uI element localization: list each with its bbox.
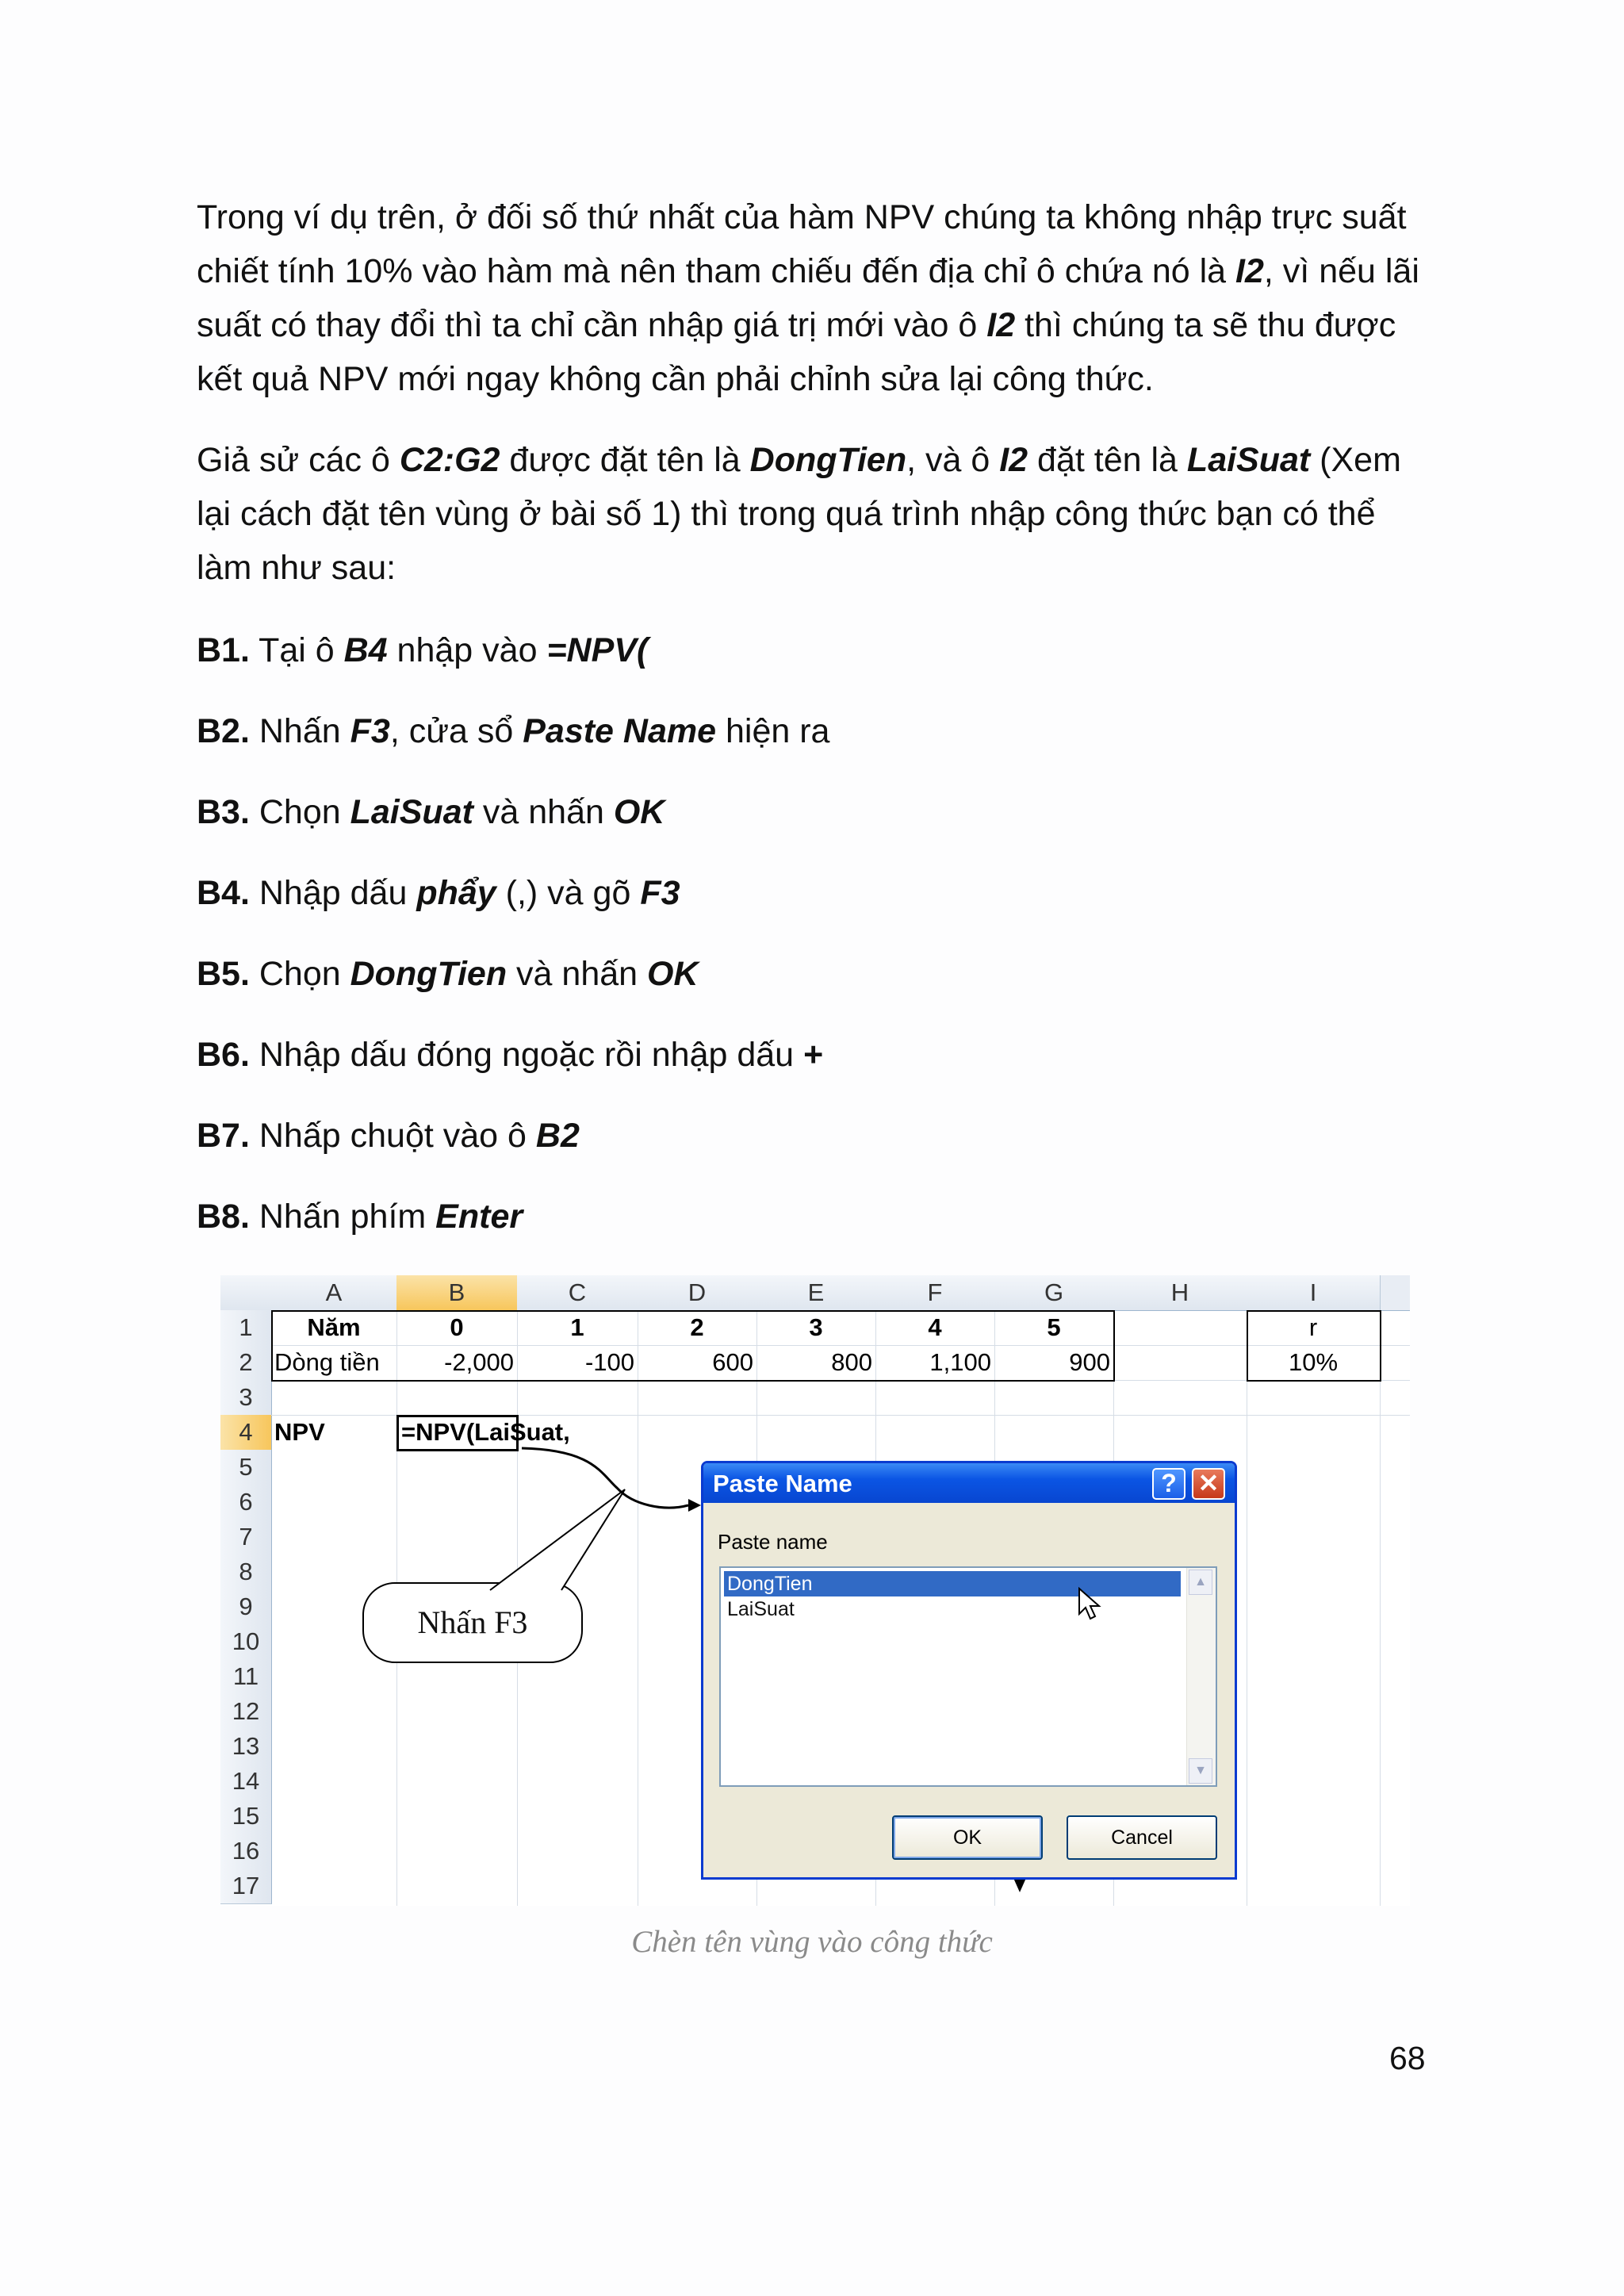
step-5: B5. Chọn DongTien và nhấn OK: [197, 955, 699, 993]
arrow-head: [1013, 1878, 1026, 1892]
scroll-down-icon[interactable]: ▼: [1189, 1758, 1212, 1784]
row-header-11[interactable]: 11: [220, 1659, 272, 1695]
page-number: 68: [1389, 2040, 1426, 2076]
cell-b4-formula[interactable]: =NPV(LaiSuat,: [401, 1418, 570, 1446]
step-1: B1. Tại ô B4 nhập vào =NPV(: [197, 631, 649, 669]
row-header-10[interactable]: 10: [220, 1624, 272, 1660]
row-header-14[interactable]: 14: [220, 1764, 272, 1800]
arrow-head: [688, 1499, 701, 1512]
cell-d2[interactable]: 600: [712, 1348, 753, 1376]
row-header-13[interactable]: 13: [220, 1729, 272, 1765]
cell-c2[interactable]: -100: [584, 1348, 634, 1376]
paragraph-1: Trong ví dụ trên, ở đối số thứ nhất của hàm NPV chúng ta không nhập trực suất chiết tính 10% vào hàm mà nên tham chiếu đến địa chỉ ô chứa nó là I2, vì nếu lãi suất có thay đổi thì ta chỉ cần nhập giá trị mới vào ô I2 thì chúng ta sẽ thu được kết quả NPV mới ngay không cần phải chỉnh sửa lại công thức.: [197, 198, 1419, 398]
cell-i2[interactable]: 10%: [1288, 1348, 1339, 1376]
row-header-7[interactable]: 7: [220, 1520, 272, 1555]
row-header-8[interactable]: 8: [220, 1554, 272, 1590]
col-header-h[interactable]: H: [1113, 1275, 1247, 1310]
ok-button[interactable]: OK: [892, 1815, 1043, 1860]
dialog-title: Paste Name: [713, 1470, 852, 1497]
row-header-17[interactable]: 17: [220, 1869, 272, 1904]
spreadsheet-figure: [220, 1275, 1410, 1906]
step-3: B3. Chọn LaiSuat và nhấn OK: [197, 793, 665, 831]
step-2: B2. Nhấn F3, cửa sổ Paste Name hiện ra: [197, 712, 830, 750]
select-all-corner[interactable]: [220, 1275, 272, 1310]
cell-g1[interactable]: 5: [1047, 1313, 1061, 1341]
row-header-2[interactable]: 2: [220, 1345, 272, 1381]
scroll-up-icon[interactable]: ▲: [1189, 1570, 1212, 1595]
cell-f2[interactable]: 1,100: [929, 1348, 991, 1376]
callout-text: Nhấn F3: [417, 1604, 528, 1640]
col-header-e[interactable]: E: [756, 1275, 876, 1310]
step-8: B8. Nhấn phím Enter: [197, 1198, 523, 1236]
cell-g2[interactable]: 900: [1069, 1348, 1110, 1376]
names-listbox[interactable]: [719, 1566, 1217, 1787]
column-header-row: [220, 1275, 1410, 1311]
row-header-3[interactable]: 3: [220, 1380, 272, 1416]
cell-d1[interactable]: 2: [690, 1313, 704, 1341]
cell-a2[interactable]: Dòng tiền: [274, 1348, 380, 1376]
listbox-scrollbar[interactable]: [1186, 1568, 1216, 1785]
callout-bubble: [362, 1581, 584, 1664]
cell-b1[interactable]: 0: [450, 1313, 464, 1341]
gridline: [1380, 1310, 1381, 1906]
row-header-16[interactable]: 16: [220, 1834, 272, 1869]
paragraph-2: Giả sử các ô C2:G2 được đặt tên là DongTien, và ô I2 đặt tên là LaiSuat (Xem lại cách đặt tên vùng ở bài số 1) thì trong quá trình nhập công thức bạn có thể làm như sau:: [197, 441, 1401, 587]
col-header-b[interactable]: B: [396, 1275, 518, 1310]
col-header-g[interactable]: G: [994, 1275, 1114, 1310]
list-item-dongtien[interactable]: DongTien: [724, 1571, 1181, 1596]
figure-caption: Chèn tên vùng vào công thức: [631, 1925, 993, 1959]
col-header-c[interactable]: C: [517, 1275, 638, 1310]
close-button[interactable]: ✕: [1192, 1468, 1225, 1500]
cell-f1[interactable]: 4: [928, 1313, 942, 1341]
mouse-cursor-icon: [1078, 1587, 1101, 1622]
arrow-to-dialog: [522, 1448, 688, 1508]
col-header-d[interactable]: D: [638, 1275, 757, 1310]
col-header-f[interactable]: F: [875, 1275, 995, 1310]
list-item-laisuat[interactable]: LaiSuat: [727, 1598, 795, 1620]
dialog-titlebar[interactable]: [703, 1463, 1235, 1503]
col-header-a[interactable]: A: [271, 1275, 397, 1310]
row-header-1[interactable]: 1: [220, 1310, 272, 1346]
cell-a4[interactable]: NPV: [274, 1418, 325, 1446]
paste-name-dialog: [701, 1461, 1237, 1880]
cell-e2[interactable]: 800: [831, 1348, 872, 1376]
step-7: B7. Nhấp chuột vào ô B2: [197, 1117, 580, 1155]
row-header-12[interactable]: 12: [220, 1694, 272, 1730]
col-header-i[interactable]: I: [1247, 1275, 1381, 1310]
cell-e1[interactable]: 3: [809, 1313, 823, 1341]
callout-pointer: [490, 1489, 625, 1590]
row-header-4[interactable]: 4: [220, 1415, 272, 1451]
cell-c1[interactable]: 1: [570, 1313, 584, 1341]
cell-b2[interactable]: -2,000: [444, 1348, 514, 1376]
row-header-15[interactable]: 15: [220, 1799, 272, 1834]
step-4: B4. Nhập dấu phẩy (,) và gõ F3: [197, 874, 680, 912]
row-header-6[interactable]: 6: [220, 1485, 272, 1520]
step-6: B6. Nhập dấu đóng ngoặc rồi nhập dấu +: [197, 1036, 824, 1074]
cancel-button[interactable]: Cancel: [1067, 1815, 1217, 1860]
paste-name-label: Paste name: [718, 1530, 828, 1554]
row-header-9[interactable]: 9: [220, 1589, 272, 1625]
help-button[interactable]: ?: [1152, 1468, 1185, 1500]
cell-a1[interactable]: Năm: [307, 1313, 361, 1341]
row-header-5[interactable]: 5: [220, 1450, 272, 1485]
cell-i1[interactable]: r: [1308, 1313, 1318, 1341]
